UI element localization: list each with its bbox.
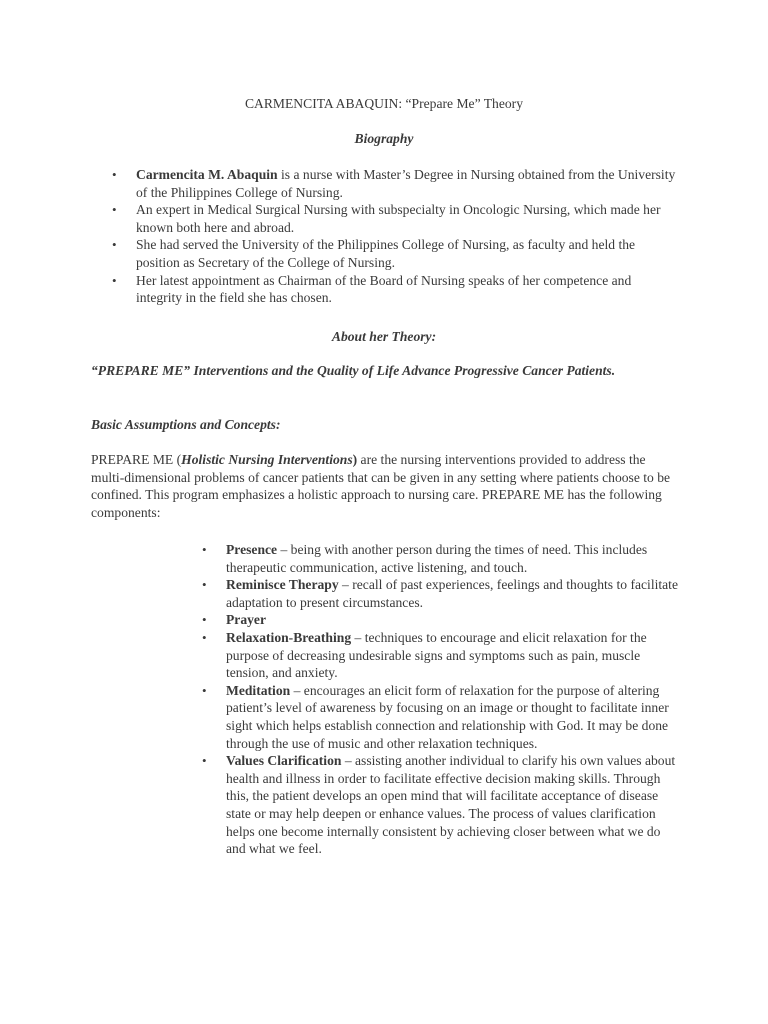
bullet-icon: • [112,167,117,182]
component-text: – recall of past experiences, feelings and thoughts to facilitate adaptation to present circumstances. [226,577,678,610]
bio-item-text: is a nurse with Master’s Degree in Nursing obtained from the University of the Philippines College of Nursing. [136,167,676,200]
bio-item-text: Her latest appointment as Chairman of the Board of Nursing speaks of her competence and integrity in the field she has chosen. [136,272,632,306]
document-title: CARMENCITA ABAQUIN: “Prepare Me” Theory [244,96,524,111]
assumptions-heading: Basic Assumptions and Concepts: [91,417,281,432]
list-item [200,682,682,752]
bullet-icon: • [112,202,117,218]
component-term: Relaxation-Breathing [226,629,352,645]
intro-paragraph [91,451,681,521]
bullet-icon: • [202,753,207,769]
biography-heading: Biography [354,131,414,146]
intro-italic-term: Holistic Nursing Interventions [181,452,353,467]
component-term: Meditation [226,682,291,698]
component-text: – encourages an elicit form of relaxation for the purpose of altering patient’s level of awareness by focusing on an image or thought to facilitate inner sight which helps establish connection and relationship with God. It may be done through the use of music and other relaxation techniques. [226,682,669,751]
component-term: Presence [226,542,278,557]
list-item [200,752,682,858]
bullet-icon: • [202,612,207,628]
list-item [200,611,682,629]
list-item [200,541,682,576]
components-list [200,541,682,858]
intro-prefix: PREPARE ME ( [91,452,182,467]
biography-list [110,166,680,307]
intro-text: are the nursing interventions provided to address the multi-dimensional problems of cancer patients that can be given in any setting where patients choose to be confined. This program emphasizes a holistic approach to nursing care. PREPARE ME has the following components: [91,452,671,520]
list-item [200,576,682,611]
bullet-icon: • [202,682,207,698]
component-text: – assisting another individual to clarify his own values about health and illness in order to facilitate effective decision making skills. Through this, the patient develops an open mind that will facilitate acceptance of disease state or may help deepen or enhance values. The process of values clarification helps one become internally consistent by achieving closer between what we do and what we feel. [226,753,676,857]
bullet-icon: • [202,542,207,557]
list-item [110,272,680,307]
bullet-icon: • [202,577,207,593]
bio-item-text: She had served the University of the Philippines College of Nursing, as faculty and held the position as Secretary of the College of Nursing. [136,237,636,270]
bullet-icon: • [112,272,117,288]
bullet-icon: • [202,629,207,645]
component-term: Reminisce Therapy [226,577,339,593]
list-item [110,166,680,201]
component-term: Prayer [226,612,266,628]
about-theory-heading: About her Theory: [331,329,437,344]
list-item [110,201,680,236]
theory-title: “PREPARE ME” Interventions and the Quality of Life Advance Progressive Cancer Patients. [91,363,616,378]
component-text: – techniques to encourage and elicit relaxation for the purpose of decreasing undesirable signs and symptoms such as pain, muscle tension, and anxiety. [226,629,647,681]
bio-item-bold: Carmencita M. Abaquin [136,167,278,182]
bullet-icon: • [112,237,117,253]
component-text: – being with another person during the times of need. This includes therapeutic communication, active listening, and touch. [226,542,648,575]
list-item [200,629,682,682]
intro-paren-close: ) [352,452,358,467]
bio-item-text: An expert in Medical Surgical Nursing with subspecialty in Oncologic Nursing, which made her known both here and abroad. [136,202,661,235]
list-item [110,236,680,271]
component-term: Values Clarification [226,753,342,769]
